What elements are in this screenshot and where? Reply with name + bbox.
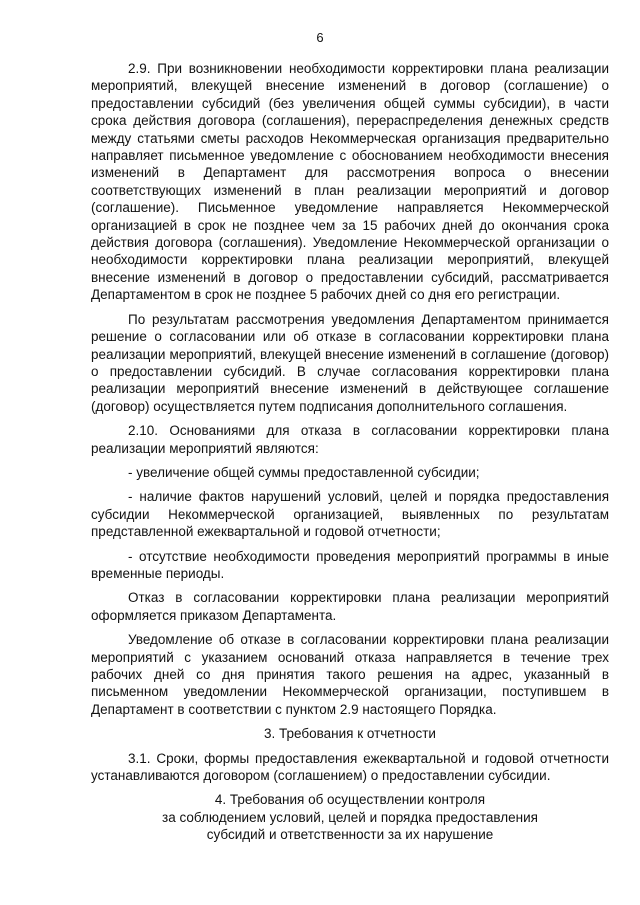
list-item-subsidy-increase: - увеличение общей суммы предоставленной субсидии; (128, 464, 480, 480)
section-4-heading (91, 791, 609, 843)
page-number: 6 (316, 30, 324, 45)
paragraph-2-9: 2.9. При возникновении необходимости корректировки плана реализации мероприятий, влекущей внесение изменений в договор (соглашение) о предоставлении субсидий (без увеличения общей суммы субсидии), в части срока действия договора (соглашения), перераспределения денежных средств между статьями сметы расходов Некоммерческая организация предварительно направляет письменное уведомление с обоснованием необходимости внесения изменений в Департамент для рассмотрения вопроса о внесении соответствующих изменений в план реализации мероприятий и договор (соглашение). Письменное уведомление направляется Некоммерческой организацией в срок не позднее чем за 15 рабочих дней до окончания срока действия договора (соглашения). Уведомление Некоммерческой организации о необходимости корректировки плана реализации мероприятий, влекущей внесение изменений в договор о предоставлении субсидий, рассматривается Департаментом в срок не позднее 5 рабочих дней со дня его регистрации. (91, 61, 609, 303)
section-4-heading-line-2: за соблюдением условий, целей и порядка предоставления (162, 809, 538, 825)
paragraph-2-10: 2.10. Основаниями для отказа в согласовании корректировки плана реализации мероприятий являются: (91, 423, 609, 456)
document-body (91, 60, 609, 851)
list-item-violations: - наличие фактов нарушений условий, целей и порядка предоставления субсидии Некоммерческой организацией, выявленных по результатам представленной ежеквартальной и годовой отчетности; (91, 489, 609, 540)
section-4-heading-line-3: субсидий и ответственности за их нарушение (206, 827, 494, 843)
list-item-no-need: - отсутствие необходимости проведения мероприятий программы в иные временные периоды. (91, 548, 609, 581)
paragraph-review-result: По результатам рассмотрения уведомления Департаментом принимается решение о согласовании или об отказе в согласовании корректировки плана реализации мероприятий, влекущей внесение изменений в соглашение (договор) о предоставлении субсидий. В случае согласования корректировки плана реализации мероприятий внесение изменений в действующее соглашение (договор) осуществляется путем подписания дополнительного соглашения. (91, 311, 609, 414)
paragraph-3-1: 3.1. Сроки, формы предоставления ежеквартальной и годовой отчетности устанавливаются договором (соглашением) о предоставлении субсидии. (91, 750, 609, 784)
section-3-heading: 3. Требования к отчетности (264, 726, 436, 742)
paragraph-refusal-notice: Уведомление об отказе в согласовании корректировки плана реализации мероприятий с указанием оснований отказа направляется в течение трех рабочих дней со дня принятия такого решения на адрес, указанный в письменном уведомлении Некоммерческой организации, поступившем в Департамент в соответствии с пунктом 2.9 настоящего Порядка. (91, 632, 609, 717)
paragraph-refusal-order: Отказ в согласовании корректировки плана реализации мероприятий оформляется приказом Департамента. (91, 590, 609, 623)
section-4-heading-line-1: 4. Требования об осуществлении контроля (214, 792, 486, 808)
